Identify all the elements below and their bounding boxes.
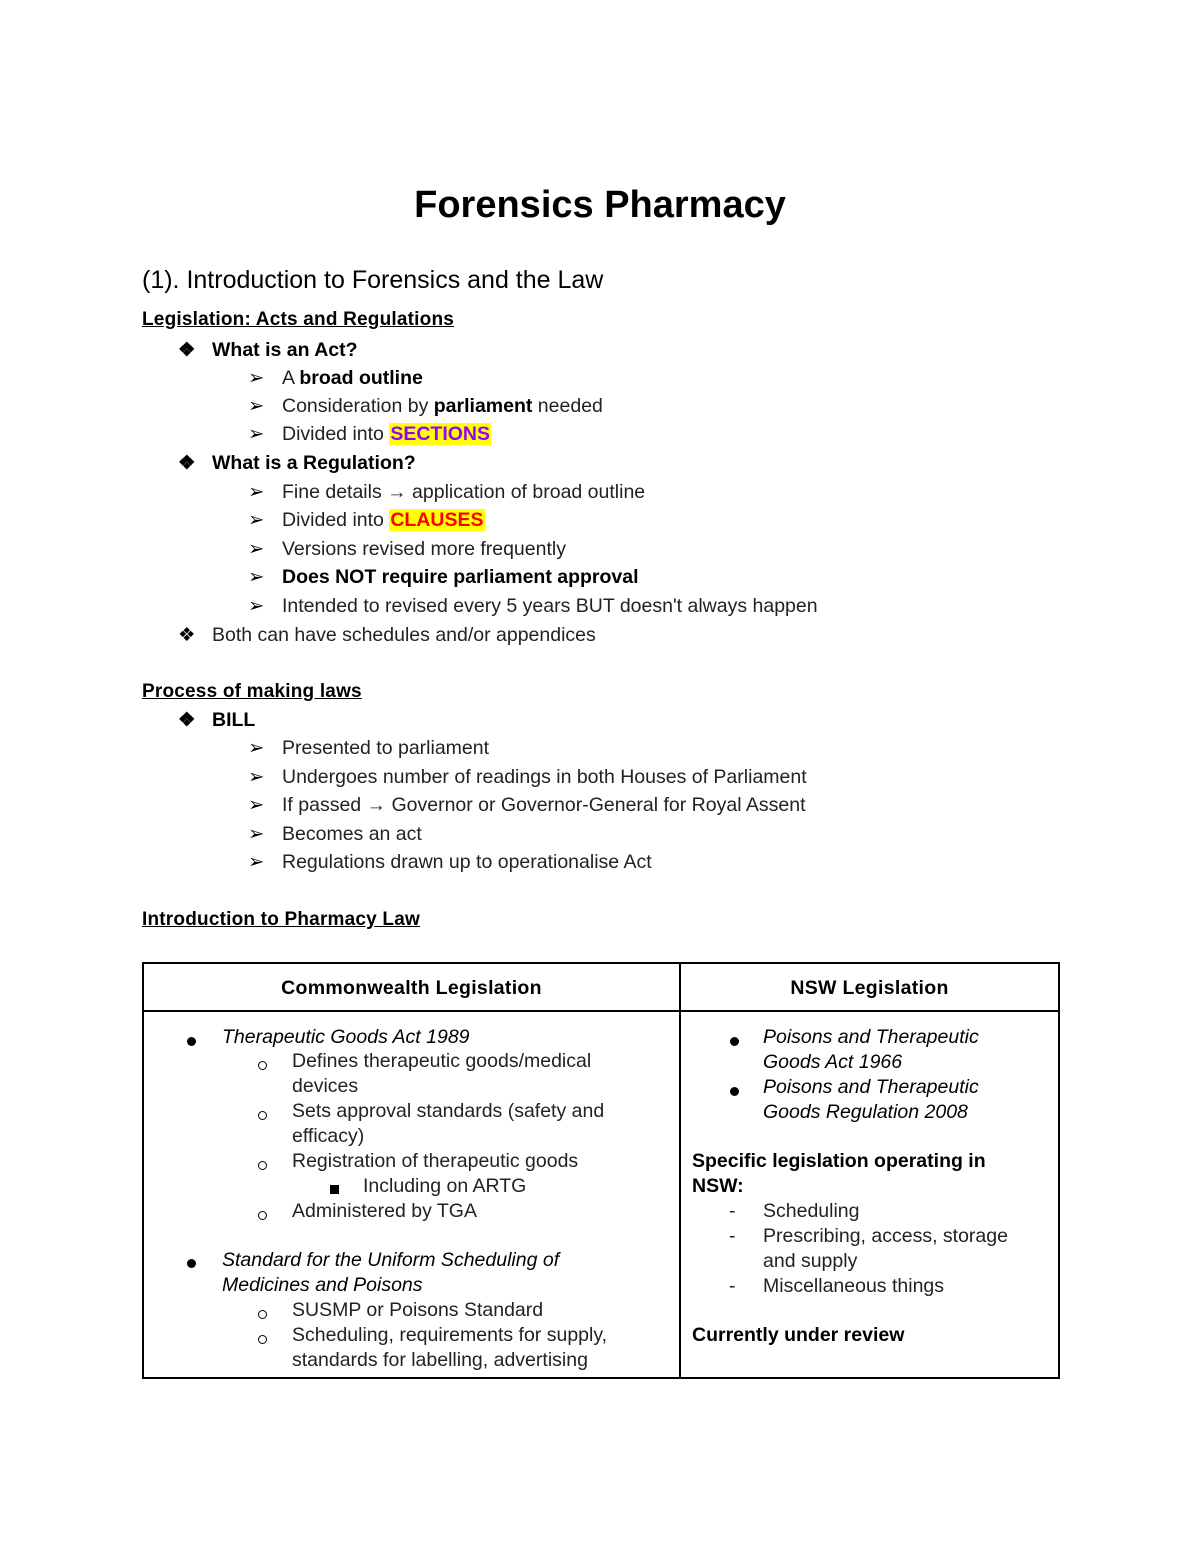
list-item: Administered by TGA (292, 1200, 477, 1222)
commonwealth-header: Commonwealth Legislation (281, 977, 542, 999)
section-heading: (1). Introduction to Forensics and the Law (142, 266, 604, 294)
legislation-heading: Legislation: Acts and Regulations (142, 309, 455, 330)
list-item: standards for labelling, advertising (292, 1349, 588, 1371)
dash-bullet-icon: - (729, 1225, 736, 1247)
list-item: ➢ Undergoes number of readings in both Houses of Parliament (248, 766, 807, 788)
list-item: ➢ Intended to revised every 5 years BUT doesn't always happen (248, 595, 818, 617)
nsw-regulation-cont: Goods Regulation 2008 (763, 1101, 968, 1123)
susmp-title-cont: Medicines and Poisons (222, 1274, 423, 1296)
list-item: Including on ARTG (363, 1175, 527, 1197)
arrow-bullet-icon: ➢ (248, 538, 265, 560)
list-item: ❖ Both can have schedules and/or appendices (178, 624, 596, 646)
bill-item: ❖ BILL (178, 709, 256, 731)
circle-bullet-icon (258, 1310, 267, 1319)
list-item: Prescribing, access, storage (763, 1225, 1008, 1247)
dot-bullet-icon (730, 1087, 739, 1096)
arrow-bullet-icon: ➢ (248, 566, 265, 588)
dot-bullet-icon (187, 1259, 196, 1268)
pharmacy-law-heading: Introduction to Pharmacy Law (142, 909, 420, 930)
specific-legislation-label-cont: NSW: (692, 1175, 744, 1197)
arrow-bullet-icon: ➢ (248, 509, 265, 531)
list-item: ➢ Presented to parliament (248, 737, 490, 759)
list-item: Miscellaneous things (763, 1275, 945, 1297)
list-item: devices (292, 1075, 359, 1097)
list-item: ➢ A broad outline (248, 367, 423, 389)
page-title: Forensics Pharmacy (414, 184, 786, 226)
process-heading: Process of making laws (142, 681, 362, 702)
list-item: efficacy) (292, 1125, 365, 1147)
diamond-bullet-icon: ❖ (178, 339, 196, 361)
regulation-question: ❖ What is a Regulation? (178, 452, 416, 474)
commonwealth-cell (144, 964, 679, 1377)
list-item: Scheduling, requirements for supply, (292, 1324, 608, 1346)
dash-bullet-icon: - (729, 1275, 736, 1297)
diamond-bullet-icon: ❖ (178, 624, 196, 646)
list-item: ➢ Does NOT require parliament approval (248, 566, 639, 588)
clauses-highlight: CLAUSES (390, 509, 484, 531)
arrow-bullet-icon: ➢ (248, 595, 265, 617)
tga-title: Therapeutic Goods Act 1989 (222, 1026, 470, 1048)
arrow-bullet-icon: ➢ (248, 481, 265, 503)
arrow-bullet-icon: ➢ (248, 737, 265, 759)
diamond-bullet-icon: ❖ (178, 709, 196, 731)
arrow-bullet-icon: ➢ (248, 794, 265, 816)
list-item: ➢ Consideration by parliament needed (248, 395, 603, 417)
circle-bullet-icon (258, 1161, 267, 1170)
list-item: ➢ Fine details → application of broad outline (248, 481, 646, 503)
diamond-bullet-icon: ❖ (178, 452, 196, 474)
dot-bullet-icon (730, 1037, 739, 1046)
list-item: ➢ Versions revised more frequently (248, 538, 566, 560)
susmp-title: Standard for the Uniform Scheduling of (222, 1249, 560, 1271)
arrow-bullet-icon: ➢ (248, 766, 265, 788)
square-bullet-icon (330, 1185, 339, 1194)
circle-bullet-icon (258, 1061, 267, 1070)
arrow-bullet-icon: ➢ (248, 367, 265, 389)
legislation-table (142, 962, 1060, 1379)
list-item: Scheduling (763, 1200, 860, 1222)
arrow-bullet-icon: ➢ (248, 823, 265, 845)
nsw-regulation: Poisons and Therapeutic (763, 1076, 979, 1098)
arrow-bullet-icon: ➢ (248, 851, 265, 873)
circle-bullet-icon (258, 1335, 267, 1344)
list-item: Registration of therapeutic goods (292, 1150, 579, 1172)
arrow-bullet-icon: ➢ (248, 423, 265, 445)
list-item: SUSMP or Poisons Standard (292, 1299, 544, 1321)
list-item: ➢ If passed → Governor or Governor-General for Royal Assent (248, 794, 806, 816)
nsw-header: NSW Legislation (790, 977, 949, 999)
nsw-act: Poisons and Therapeutic (763, 1026, 979, 1048)
list-item: ➢ Divided into SECTIONS (248, 423, 490, 445)
specific-legislation-label: Specific legislation operating in (692, 1150, 986, 1172)
circle-bullet-icon (258, 1111, 267, 1120)
list-item: and supply (763, 1250, 858, 1272)
arrow-bullet-icon: ➢ (248, 395, 265, 417)
list-item: Sets approval standards (safety and (292, 1100, 605, 1122)
nsw-act-cont: Goods Act 1966 (763, 1051, 903, 1073)
list-item: ➢ Divided into CLAUSES (248, 509, 484, 531)
act-question: ❖ What is an Act? (178, 339, 358, 361)
sections-highlight: SECTIONS (390, 423, 490, 445)
list-item: ➢ Becomes an act (248, 823, 422, 845)
list-item: Defines therapeutic goods/medical (292, 1050, 592, 1072)
dot-bullet-icon (187, 1037, 196, 1046)
dash-bullet-icon: - (729, 1200, 736, 1222)
review-note: Currently under review (692, 1324, 905, 1346)
list-item: ➢ Regulations drawn up to operationalise Act (248, 851, 652, 873)
nsw-cell (681, 964, 1058, 1377)
circle-bullet-icon (258, 1211, 267, 1220)
